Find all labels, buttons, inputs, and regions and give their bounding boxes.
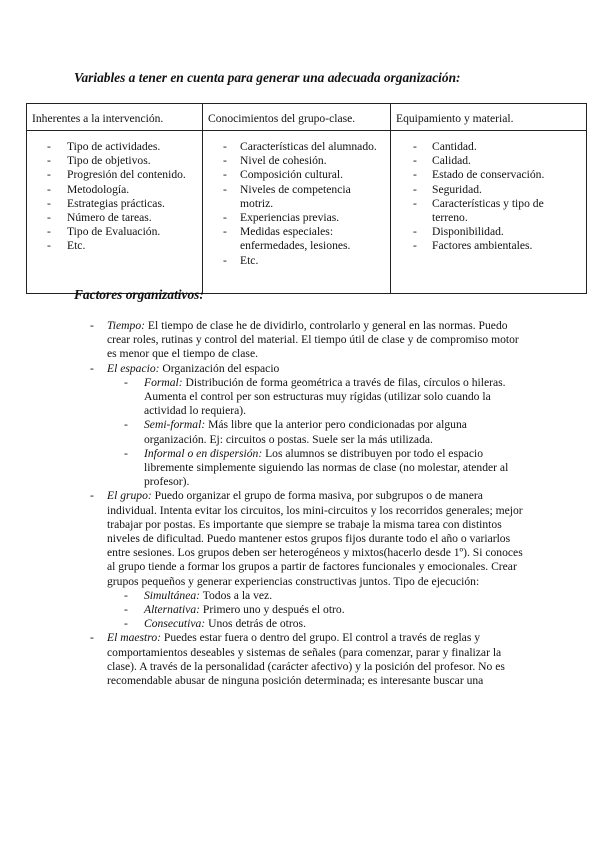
sub-item bbox=[144, 447, 524, 490]
list-item: - Progresión del contenido. bbox=[27, 168, 196, 182]
table-header-cell: Inherentes a la intervención. bbox=[27, 104, 203, 131]
sub-item-name: Formal: bbox=[144, 375, 183, 389]
space-types-list bbox=[107, 376, 527, 490]
table-cell bbox=[391, 131, 587, 294]
list-item: - Calidad. bbox=[391, 154, 580, 168]
list-item: - Metodología. bbox=[27, 183, 196, 197]
sub-item-text: Distribución de forma geométrica a través de filas, círculos o hileras. Aumenta el control per son estructuras muy rígidas (utilizar solo cuando la actividad lo requiera). bbox=[144, 375, 506, 418]
factor-item-grupo bbox=[0, 489, 527, 631]
table-cell bbox=[27, 131, 203, 294]
list-item: - Medidas especiales: enfermedades, lesiones. bbox=[203, 225, 384, 253]
list-item: - Experiencias previas. bbox=[203, 211, 384, 225]
list-item: - Factores ambientales. bbox=[391, 239, 580, 253]
factor-item-espacio bbox=[0, 362, 527, 490]
group-knowledge-list bbox=[203, 140, 384, 268]
equipment-list bbox=[391, 140, 580, 254]
factor-text: El tiempo de clase he de dividirlo, controlarlo y general en las normas. Puedo crear roles, rutinas y control del material. El tiempo útil de clase y de compromiso motor es menor que el tiempo de clase. bbox=[107, 319, 519, 361]
list-item: - Características y tipo de terreno. bbox=[391, 197, 580, 225]
factor-name: El maestro: bbox=[107, 631, 161, 645]
list-item: - Composición cultural. bbox=[203, 168, 384, 182]
sub-item-name: Alternativa: bbox=[144, 603, 201, 617]
list-item: - Tipo de actividades. bbox=[27, 140, 196, 154]
list-item: - Niveles de competencia motriz. bbox=[203, 183, 384, 211]
list-item: - Tipo de objetivos. bbox=[27, 154, 196, 168]
sub-item bbox=[144, 617, 524, 631]
list-item: - Disponibilidad. bbox=[391, 225, 580, 239]
section-title: Factores organizativos: bbox=[74, 287, 204, 302]
factor-text: Organización del espacio bbox=[159, 361, 280, 375]
table-header-row bbox=[27, 104, 587, 131]
factor-item-tiempo bbox=[0, 319, 527, 362]
variables-table bbox=[26, 103, 587, 294]
table-body-row bbox=[27, 131, 587, 294]
sub-item-text: Más libre que la anterior pero condicionadas por alguna organización. Ej: circuitos o postas. Suele ser la más utilizada. bbox=[144, 418, 467, 446]
document-title: Variables a tener en cuenta para generar una adecuada organización: bbox=[74, 70, 461, 85]
list-item: - Nivel de cohesión. bbox=[203, 154, 384, 168]
sub-item bbox=[144, 418, 524, 446]
sub-item-name: Simultánea: bbox=[144, 588, 201, 602]
list-item: - Estado de conservación. bbox=[391, 168, 580, 182]
sub-item-text: Los alumnos se distribuyen por todo el espacio libremente simplemente siguiendo las normas de clase (no molestar, atender al profesor). bbox=[144, 446, 509, 489]
list-item: - Características del alumnado. bbox=[203, 140, 384, 154]
sub-item-name: Informal o en dispersión: bbox=[144, 446, 263, 460]
sub-item-text: Unos detrás de otros. bbox=[205, 617, 306, 631]
sub-item-text: Todos a la vez. bbox=[200, 588, 273, 602]
table-header-cell: Equipamiento y material. bbox=[391, 104, 587, 131]
factor-text: Puedes estar fuera o dentro del grupo. El control a través de reglas y comportamientos deseables y sistemas de señales (para comenzar, parar y finalizar la clase). A través de la personalidad (carácter afectivo) y la posición del profesor. No es recomendable abusar de ninguna posición determinada; es interesante buscar una bbox=[107, 631, 505, 688]
list-item: - Cantidad. bbox=[391, 140, 580, 154]
factors-list bbox=[0, 319, 600, 688]
list-item: - Seguridad. bbox=[391, 183, 580, 197]
factor-text: Puedo organizar el grupo de forma masiva, por subgrupos o de manera individual. Intenta evitar los circuitos, los mini-circuitos y los recorridos generales; mejor trabajar por postas. Es importante que siempre se trabaje la misma tarea con distintos niveles de dificultad. Puedo mantener estos grupos fijos durante todo el año o variarlos entre sesiones. Los grupos deben ser heterogéneos y mixtos(hacerlo desde 1º). Si conoces al grupo tiende a formar los grupos a partir de factores funcionales y emocionales. Crear grupos pequeños y generar experiencias constructivas juntos. Tipo de ejecución: bbox=[107, 489, 523, 588]
execution-types-list bbox=[107, 589, 527, 632]
intervention-list bbox=[27, 140, 196, 254]
factor-name: El espacio: bbox=[107, 361, 160, 375]
factor-name: El grupo: bbox=[107, 489, 152, 503]
sub-item bbox=[144, 376, 524, 419]
list-item: - Número de tareas. bbox=[27, 211, 196, 225]
table-cell bbox=[203, 131, 391, 294]
table-header-cell: Conocimientos del grupo-clase. bbox=[203, 104, 391, 131]
list-item: - Etc. bbox=[27, 239, 196, 253]
factor-item-maestro bbox=[0, 631, 527, 688]
list-item: - Tipo de Evaluación. bbox=[27, 225, 196, 239]
list-item: - Etc. bbox=[203, 254, 384, 268]
sub-item-name: Semi-formal: bbox=[144, 418, 206, 432]
sub-item-text: Primero uno y después el otro. bbox=[200, 603, 345, 617]
sub-item bbox=[144, 603, 524, 617]
factor-name: Tiempo: bbox=[107, 319, 146, 332]
list-item: - Estrategias prácticas. bbox=[27, 197, 196, 211]
sub-item-name: Consecutiva: bbox=[144, 617, 206, 631]
sub-item bbox=[144, 589, 524, 603]
